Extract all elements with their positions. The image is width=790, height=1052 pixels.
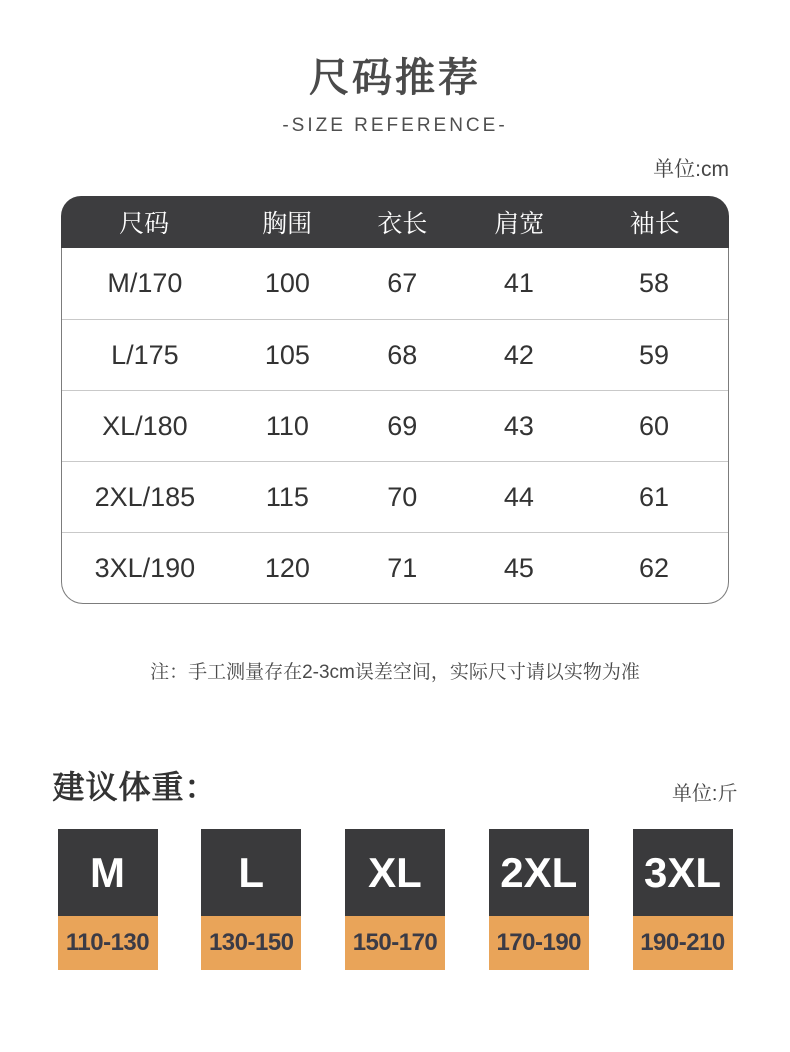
table-row: [62, 319, 728, 390]
weight-section-title: 建议体重：: [52, 769, 218, 805]
column-header-shoulder: 肩宽: [494, 210, 545, 238]
cell-shoulder: 42: [503, 339, 534, 370]
page-title: 尺码推荐: [309, 56, 481, 100]
table-row: [62, 248, 728, 319]
cell-length: 70: [387, 481, 418, 512]
column-header-chest: 胸围: [262, 210, 313, 238]
weight-block-size: 2XL: [489, 829, 589, 916]
cell-size: 2XL/185: [94, 481, 196, 512]
weight-block-l: [201, 829, 301, 970]
cell-sleeve: 62: [639, 552, 670, 583]
column-header-sleeve: 袖长: [629, 210, 680, 238]
weight-block-range: 150-170: [345, 916, 445, 970]
cell-size: M/170: [107, 268, 183, 298]
cell-size: XL/180: [102, 410, 188, 441]
cell-shoulder: 43: [503, 410, 534, 441]
size-table: [61, 196, 729, 604]
weight-block-range: 130-150: [201, 916, 301, 970]
cell-chest: 120: [264, 552, 310, 583]
weight-block-size: L: [201, 829, 301, 916]
measurement-note: 注：手工测量存在2-3cm误差空间，实际尺寸请以实物为准: [150, 662, 640, 683]
weight-section-header: [53, 762, 738, 808]
unit-cm-label: 单位:cm: [653, 158, 729, 181]
weight-block-2xl: [489, 829, 589, 970]
cell-chest: 115: [265, 481, 309, 512]
cell-length: 69: [387, 410, 418, 441]
size-table-header-row: [61, 196, 729, 248]
cell-size: L/175: [111, 339, 179, 370]
weight-block-xl: [345, 829, 445, 970]
cell-sleeve: 59: [639, 339, 670, 370]
cell-length: 67: [387, 268, 418, 298]
cell-chest: 100: [264, 268, 310, 298]
weight-block-range: 190-210: [633, 916, 733, 970]
column-header-size: 尺码: [119, 210, 170, 238]
table-row: [62, 461, 728, 532]
page-subtitle: -SIZE REFERENCE-: [282, 115, 508, 136]
cell-shoulder: 44: [503, 481, 534, 512]
cell-chest: 105: [264, 339, 310, 370]
weight-block-range: 170-190: [489, 916, 589, 970]
weight-block-m: [58, 829, 158, 970]
weight-block-size: XL: [345, 829, 445, 916]
cell-sleeve: 61: [639, 481, 670, 512]
weight-block-3xl: [633, 829, 733, 970]
cell-sleeve: 58: [639, 268, 670, 298]
cell-size: 3XL/190: [94, 552, 196, 583]
cell-length: 71: [387, 552, 418, 583]
unit-cm-row: [61, 153, 729, 183]
cell-shoulder: 41: [503, 268, 534, 298]
table-row: [62, 390, 728, 461]
cell-shoulder: 45: [503, 552, 534, 583]
unit-jin-label: 单位:斤: [671, 783, 738, 805]
cell-sleeve: 60: [639, 410, 670, 441]
weight-blocks: [58, 829, 733, 970]
table-row: [62, 532, 728, 603]
column-header-length: 衣长: [377, 210, 428, 238]
weight-block-range: 110-130: [58, 916, 158, 970]
size-table-body: [61, 248, 729, 604]
cell-length: 68: [387, 339, 418, 370]
weight-block-size: 3XL: [633, 829, 733, 916]
weight-block-size: M: [58, 829, 158, 916]
cell-chest: 110: [265, 410, 309, 441]
